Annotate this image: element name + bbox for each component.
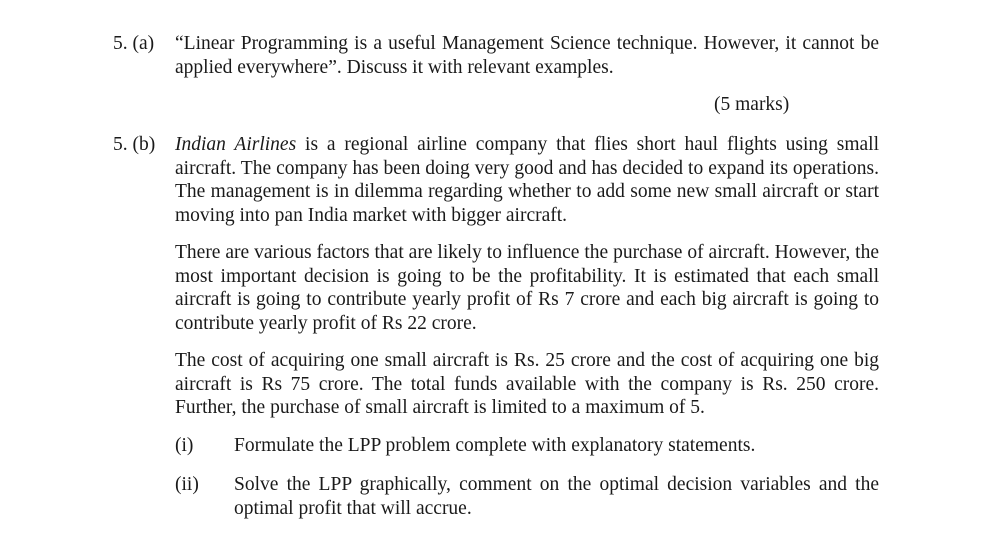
question-5b-paragraph-3: The cost of acquiring one small aircraft is Rs. 25 crore and the cost of acquiring one big aircraft is Rs 75 crore. The total funds available with the company is Rs. 250 crore. Further, the purchase of small aircraft is limited to a maximum of 5. <box>175 350 879 418</box>
question-5b-paragraph-2: There are various factors that are likely to influence the purchase of aircraft. However, the most important decision is going to be the profitability. It is estimated that each small aircraft is going to contribute yearly profit of Rs 7 crore and each big aircraft is going to contribute yearly profit of Rs 22 crore. <box>175 242 879 334</box>
sub-item-i-number: (i) <box>175 435 194 456</box>
sub-item-i-text: Formulate the LPP problem complete with explanatory statements. <box>234 435 756 456</box>
question-5b-paragraph-1 <box>175 133 879 227</box>
question-5b-paragraph-1-text: is a regional airline company that flies short haul flights using small aircraft. The company has been doing very good and has decided to expand its operations. The management is in dilemma regarding whether to add some new small aircraft or start moving into pan India market with bigger aircraft. <box>175 134 880 226</box>
sub-item-ii-text: Solve the LPP graphically, comment on the optimal decision variables and the optimal profit that will accrue. <box>234 474 879 519</box>
question-5a-number: 5. (a) <box>113 33 155 54</box>
question-5a-text: “Linear Programming is a useful Management Science technique. However, it cannot be applied everywhere”. Discuss it with relevant examples. <box>175 33 879 78</box>
question-5a-marks: (5 marks) <box>714 94 790 115</box>
company-name: Indian Airlines <box>175 134 297 155</box>
question-5b-number: 5. (b) <box>113 134 156 155</box>
sub-item-ii-number: (ii) <box>175 474 199 495</box>
